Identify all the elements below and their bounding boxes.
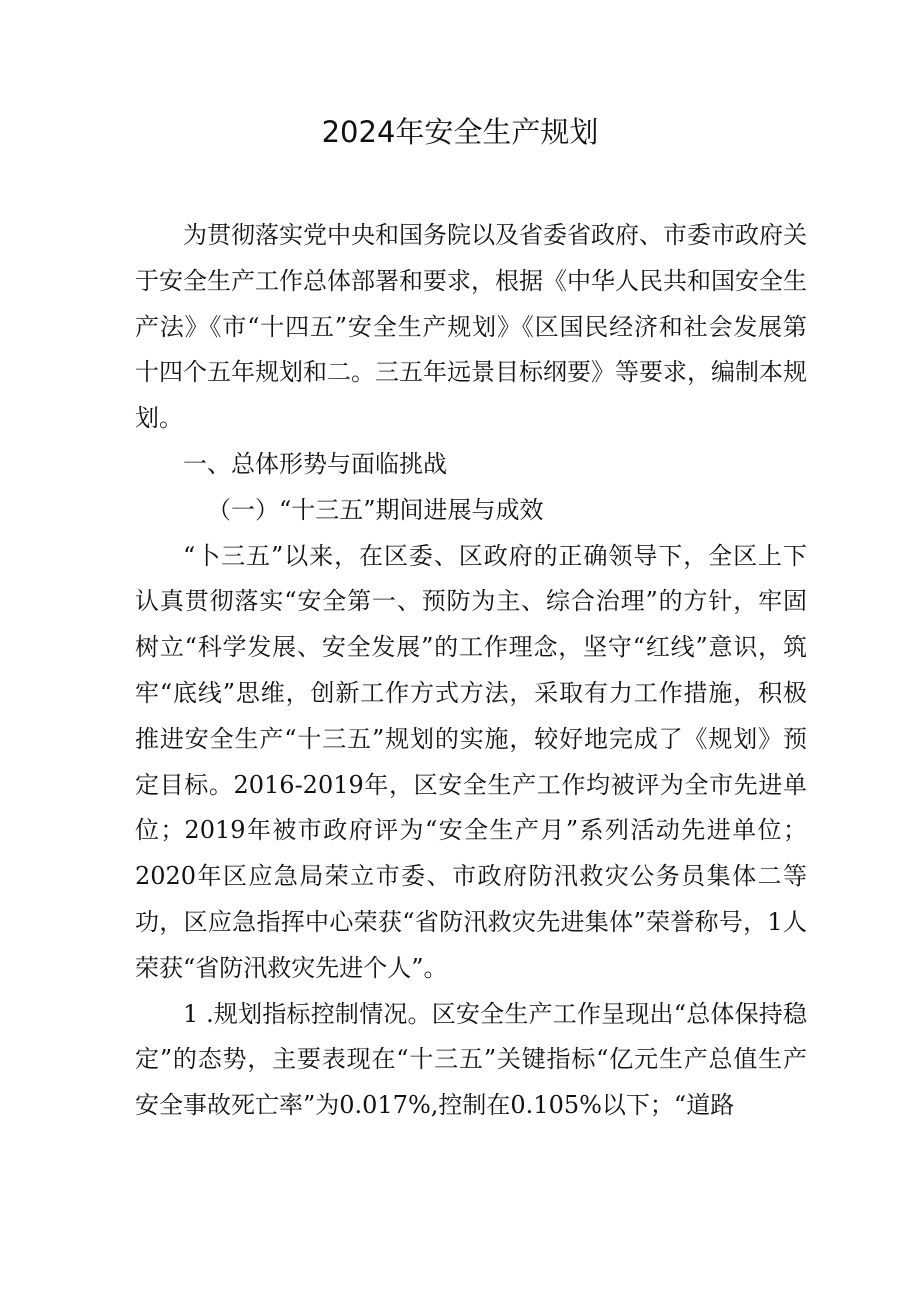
subsection-heading: （一）“十三五”期间进展与成效 [207,495,544,524]
indicators-paragraph: 1 .规划指标控制情况。区安全生产工作呈现出“总体保持稳定”的态势，主要表现在“十三五”关键指标“亿元生产总值生产安全事故死亡率”为0.017%,控制在0.105%以下；“道路 [135,999,807,1120]
achievements-paragraph: “卜三五”以来，在区委、区政府的正确领导下，全区上下认真贯彻落实“安全第一、预防为主、综合治理”的方针，牢固树立“科学发展、安全发展”的工作理念，坚守“红线”意识，筑牢“底线”思维，创新工作方式方法，采取有力工作措施，积极推进安全生产“十三五”规划的实施，较好地完成了《规划》预定目标。2016-2019年，区安全生产工作均被评为全市先进单位；2019年被市政府评为“安全生产月”系列活动先进单位；2020年区应急局荣立市委、市政府防汛救灾公务员集体二等功，区应急指挥中心荣获“省防汛救灾先进集体”荣誉称号，1人荣获“省防汛救灾先进个人”。 [135,541,807,982]
section-heading: 一、总体形势与面临挑战 [183,449,447,478]
document-body [135,213,807,1129]
intro-paragraph: 为贯彻落实党中央和国务院以及省委省政府、市委市政府关于安全生产工作总体部署和要求，根据《中华人民共和国安全生产法》《市“十四五”安全生产规划》《区国民经济和社会发展第十四个五年规划和二。三五年远景目标纲要》等要求，编制本规划。 [135,221,807,433]
document-title: 2024年安全生产规划 [321,115,599,149]
